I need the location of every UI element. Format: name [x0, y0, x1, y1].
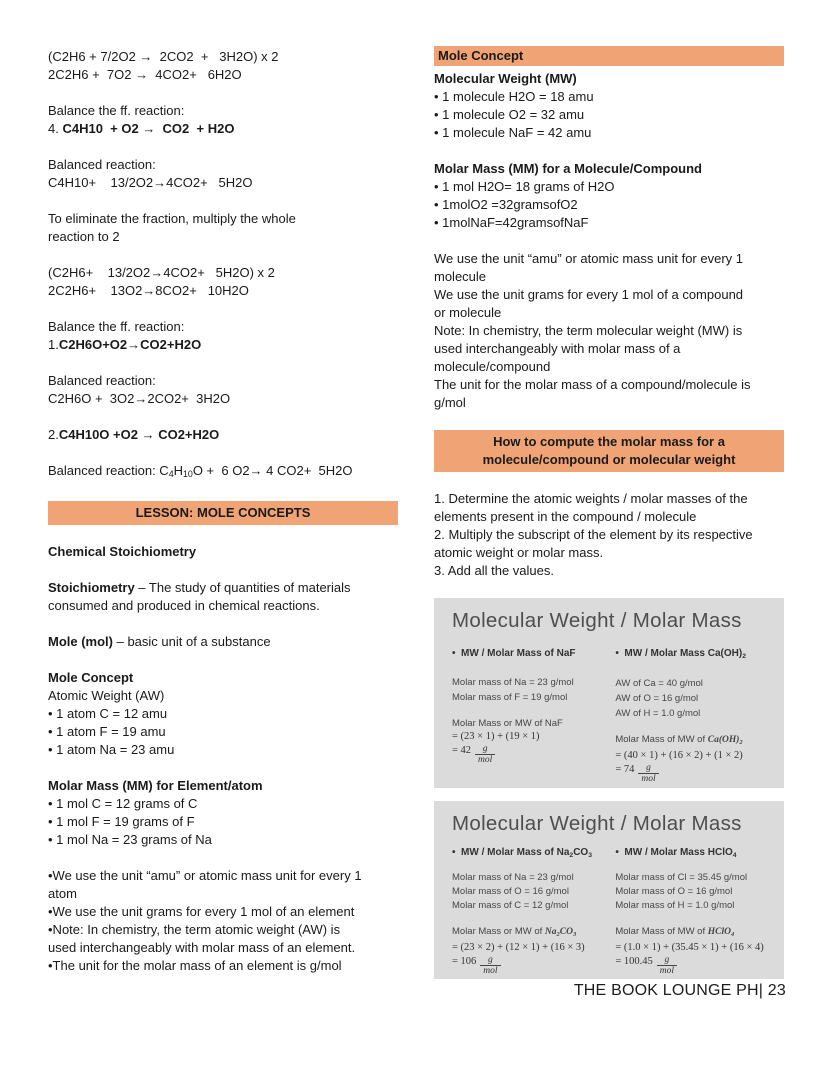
- calc-result: [452, 955, 615, 977]
- text-segment: C4H10 + O2 → CO2 + H2O: [62, 121, 235, 136]
- text-line: [434, 268, 784, 286]
- paragraph: [48, 210, 398, 246]
- text-segment: 4: [732, 852, 737, 859]
- slide-column: [615, 835, 768, 977]
- text-line: [48, 795, 398, 813]
- text-segment: • MW / Molar Mass HClO: [615, 847, 733, 858]
- text-segment: molecule: [434, 269, 487, 284]
- slide-columns: [450, 835, 768, 977]
- given-line: Molar mass of Na = 23 g/mol: [452, 872, 574, 883]
- paragraph: [48, 633, 398, 651]
- paragraph: [48, 867, 398, 975]
- text-segment: Mole Concept: [438, 48, 524, 63]
- calc-label: [452, 925, 615, 941]
- text-segment: •We use the unit “amu” or atomic mass unit for every 1: [48, 868, 362, 883]
- text-segment: • 1 molecule O2 = 32 amu: [434, 107, 585, 122]
- fraction-denominator: mol: [657, 965, 677, 977]
- text-line: [434, 376, 784, 394]
- fraction: [657, 955, 677, 977]
- text-line: [48, 264, 398, 282]
- text-line: [48, 831, 398, 849]
- text-line: [48, 885, 398, 903]
- text-segment: (C2H6+ 13/2O2→4CO2+ 5H2O) x 2: [48, 265, 275, 280]
- given-line: Molar mass of H = 1.0 g/mol: [615, 900, 735, 911]
- text-segment: Molar Mass or MW of NaF: [452, 718, 563, 729]
- fraction-denominator: mol: [475, 754, 495, 766]
- text-segment: 2: [569, 852, 574, 859]
- text-segment: 2. Multiply the subscript of the element by its respective: [434, 527, 753, 542]
- text-line: [434, 250, 784, 268]
- text-line: [434, 394, 784, 412]
- section-header-bar: [434, 430, 784, 472]
- paragraph: [48, 102, 398, 138]
- text-segment: •We use the unit grams for every 1 mol of an element: [48, 904, 355, 919]
- text-line: [48, 462, 398, 483]
- text-line: [434, 526, 784, 544]
- fraction: [480, 955, 500, 977]
- slide-column: [450, 632, 615, 785]
- text-segment: 3. Add all the values.: [434, 563, 554, 578]
- bullet-heading: [452, 847, 615, 859]
- text-segment: • 1 mol Na = 23 grams of Na: [48, 832, 212, 847]
- paragraph: [48, 48, 398, 84]
- text-line: [48, 336, 398, 354]
- text-segment: Molar Mass (MM) for a Molecule/Compound: [434, 161, 702, 176]
- text-line: [434, 214, 784, 232]
- text-segment: C4H10+ 13/2O2→4CO2+ 5H2O: [48, 175, 253, 190]
- text-segment: How to compute the molar mass for a: [493, 434, 725, 449]
- text-line: [48, 633, 398, 651]
- calc-result: [615, 955, 768, 977]
- text-line: [48, 669, 398, 687]
- footer-text: THE BOOK LOUNGE PH| 23: [573, 982, 786, 999]
- text-segment: The unit for the molar mass of a compound/molecule is: [434, 377, 751, 392]
- text-segment: • 1 mol H2O= 18 grams of H2O: [434, 179, 615, 194]
- text-segment: 1. Determine the atomic weights / molar masses of the: [434, 491, 748, 506]
- text-segment: Note: In chemistry, the term molecular weight (MW) is: [434, 323, 743, 338]
- text-segment: 3: [572, 931, 577, 938]
- text-segment: 2: [739, 739, 743, 746]
- text-line: [434, 106, 784, 124]
- text-line: [48, 921, 398, 939]
- right-column: [434, 46, 784, 979]
- given-line: Molar mass of F = 19 g/mol: [452, 692, 568, 703]
- text-line: [434, 178, 784, 196]
- text-segment: molecule/compound: [434, 359, 551, 374]
- slide-column: [450, 835, 615, 977]
- paragraph: [434, 70, 784, 142]
- text-segment: •Note: In chemistry, the term atomic weight (AW) is: [48, 922, 341, 937]
- text-segment: 2: [556, 931, 560, 938]
- text-segment: •The unit for the molar mass of an element is g/mol: [48, 958, 342, 973]
- text-segment: • 1molO2 =32gramsofO2: [434, 197, 578, 212]
- slide-box: [434, 801, 784, 979]
- text-line: [48, 102, 398, 120]
- text-line: [434, 562, 784, 580]
- text-segment: LESSON: MOLE CONCEPTS: [135, 505, 311, 520]
- text-segment: • 1 mol F = 19 grams of F: [48, 814, 195, 829]
- given-line: Molar mass of C = 12 g/mol: [452, 900, 569, 911]
- text-segment: Molar Mass or MW of: [452, 926, 545, 937]
- fraction-denominator: mol: [480, 965, 500, 977]
- text-segment: Molar Mass of MW of: [615, 734, 708, 745]
- text-line: [434, 70, 784, 88]
- text-segment: C4H10O +O2 → CO2+H2O: [58, 427, 220, 442]
- bullet-heading: [615, 648, 768, 660]
- text-segment: CO: [573, 847, 589, 858]
- text-line: [48, 705, 398, 723]
- text-segment: consumed and produced in chemical reactions.: [48, 598, 320, 613]
- text-segment: • 1 atom Na = 23 amu: [48, 742, 175, 757]
- text-line: [48, 723, 398, 741]
- text-segment: We use the unit grams for every 1 mol of a compound: [434, 287, 744, 302]
- text-line: [434, 322, 784, 340]
- text-line: [48, 48, 398, 66]
- fraction-numerator: g: [482, 744, 488, 754]
- header-line: [438, 451, 780, 469]
- text-segment: Molar Mass (MM) for Element/atom: [48, 778, 263, 793]
- given-line: Molar mass of O = 16 g/mol: [452, 886, 569, 897]
- text-segment: Atomic Weight (AW): [48, 688, 165, 703]
- text-segment: • 1 molecule H2O = 18 amu: [434, 89, 594, 104]
- paragraph: [48, 669, 398, 759]
- given-line: AW of Ca = 40 g/mol: [615, 678, 703, 689]
- text-segment: Balanced reaction: C: [48, 463, 169, 478]
- left-column: [48, 48, 398, 993]
- text-segment: 2: [742, 653, 746, 660]
- text-segment: 1.: [48, 337, 59, 352]
- text-segment: • MW / Molar Mass of NaF: [452, 648, 576, 659]
- slide-box: [434, 598, 784, 788]
- calc-result: [615, 763, 768, 785]
- text-line: [434, 286, 784, 304]
- text-line: [48, 957, 398, 975]
- text-segment: 4: [168, 469, 174, 479]
- fraction-numerator: g: [664, 955, 670, 965]
- text-segment: used interchangeably with molar mass of an element.: [48, 940, 356, 955]
- text-segment: (C2H6 + 7/2O2 → 2CO2 + 3H2O) x 2: [48, 49, 279, 64]
- paragraph: [48, 543, 398, 561]
- paragraph: [434, 160, 784, 232]
- text-line: [48, 813, 398, 831]
- text-segment: 10: [183, 469, 193, 479]
- text-line: [48, 543, 398, 561]
- text-segment: Stoichiometry: [48, 580, 135, 595]
- fraction-denominator: mol: [638, 773, 658, 785]
- given-line: AW of H = 1.0 g/mol: [615, 708, 701, 719]
- text-line: [434, 124, 784, 142]
- text-segment: – The study of quantities of materials: [134, 580, 351, 595]
- calc-equation: = (40 × 1) + (16 × 2) + (1 × 2): [615, 750, 743, 761]
- text-line: [434, 358, 784, 376]
- text-line: [48, 579, 398, 597]
- text-line: [48, 939, 398, 957]
- text-segment: 4: [730, 931, 735, 938]
- text-segment: Balance the ff. reaction:: [48, 103, 185, 118]
- text-segment: Mole (mol): [48, 634, 113, 649]
- text-segment: Ca(OH): [707, 735, 740, 745]
- calc-label: [615, 925, 768, 941]
- text-segment: 2C2H6+ 13O2→8CO2+ 10H2O: [48, 283, 249, 298]
- given-line: Molar mass of O = 16 g/mol: [615, 886, 733, 897]
- paragraph: [48, 579, 398, 615]
- result-value: = 42: [452, 745, 472, 756]
- text-segment: O + 6 O2→ 4 CO2+ 5H2O: [192, 463, 353, 478]
- text-line: [48, 597, 398, 615]
- text-segment: atomic weight or molar mass.: [434, 545, 604, 560]
- text-line: [48, 372, 398, 390]
- calc-equation: = (23 × 1) + (19 × 1): [452, 731, 540, 742]
- text-line: [48, 174, 398, 192]
- given-line: Molar mass of Cl = 35.45 g/mol: [615, 872, 748, 883]
- header-line: [52, 504, 394, 522]
- paragraph: [48, 426, 398, 444]
- text-segment: elements present in the compound / molecule: [434, 509, 697, 524]
- slide-columns: [450, 632, 768, 785]
- slide-title: Molecular Weight / Molar Mass: [452, 812, 742, 835]
- result-value: = 74: [615, 764, 635, 775]
- text-segment: reaction to 2: [48, 229, 120, 244]
- paragraph: [48, 156, 398, 192]
- slide-column: [615, 632, 768, 785]
- text-segment: 4.: [48, 121, 63, 136]
- calc-label: [615, 733, 768, 749]
- text-segment: Molecular Weight (MW): [434, 71, 577, 86]
- text-line: [48, 66, 398, 84]
- calc-equation: = (1.0 × 1) + (35.45 × 1) + (16 × 4): [615, 942, 764, 953]
- text-line: [434, 88, 784, 106]
- paragraph: [48, 372, 398, 408]
- text-line: [48, 777, 398, 795]
- header-line: [438, 47, 780, 65]
- text-segment: H: [173, 463, 183, 478]
- fraction: [475, 744, 495, 766]
- text-segment: 2C2H6 + 7O2 → 4CO2+ 6H2O: [48, 67, 242, 82]
- paragraph: [48, 264, 398, 300]
- text-segment: or molecule: [434, 305, 502, 320]
- text-line: [48, 120, 398, 138]
- calc-label: [452, 717, 615, 730]
- text-line: [434, 490, 784, 508]
- text-segment: • MW / Molar Mass Ca(OH): [615, 648, 743, 659]
- given-line: Molar mass of Na = 23 g/mol: [452, 677, 574, 688]
- text-segment: Molar Mass of MW of: [615, 926, 708, 937]
- text-line: [434, 304, 784, 322]
- result-value: = 106: [452, 956, 477, 967]
- paragraph: [48, 462, 398, 483]
- text-line: [48, 687, 398, 705]
- text-segment: • MW / Molar Mass of Na: [452, 847, 570, 858]
- text-segment: Na: [544, 927, 557, 937]
- paragraph: [434, 490, 784, 580]
- text-segment: Balance the ff. reaction:: [48, 319, 185, 334]
- text-segment: molecule/compound or molecular weight: [482, 452, 736, 467]
- text-segment: g/mol: [434, 395, 466, 410]
- text-segment: • 1 atom F = 19 amu: [48, 724, 166, 739]
- text-line: [434, 340, 784, 358]
- paragraph: [48, 318, 398, 354]
- fraction-numerator: g: [646, 763, 651, 773]
- text-segment: Balanced reaction:: [48, 373, 156, 388]
- text-segment: We use the unit “amu” or atomic mass unit for every 1: [434, 251, 743, 266]
- text-segment: 3: [588, 852, 592, 859]
- text-segment: • 1molNaF=42gramsofNaF: [434, 215, 589, 230]
- text-line: [48, 390, 398, 408]
- given-line: AW of O = 16 g/mol: [615, 693, 699, 704]
- text-segment: C2H6O+O2→CO2+H2O: [58, 337, 202, 352]
- text-segment: atom: [48, 886, 77, 901]
- text-line: [48, 210, 398, 228]
- paragraph: [48, 777, 398, 849]
- text-line: [48, 426, 398, 444]
- bullet-heading: [452, 648, 615, 659]
- fraction: [638, 763, 658, 785]
- calc-equation: = (23 × 2) + (12 × 1) + (16 × 3): [452, 942, 585, 953]
- text-segment: CO: [559, 927, 573, 937]
- text-line: [48, 903, 398, 921]
- text-segment: used interchangeably with molar mass of a: [434, 341, 681, 356]
- bullet-heading: [615, 847, 768, 859]
- text-segment: Mole Concept: [48, 670, 134, 685]
- text-segment: – basic unit of a substance: [113, 634, 271, 649]
- text-segment: Balanced reaction:: [48, 157, 156, 172]
- text-line: [434, 196, 784, 214]
- text-segment: 2.: [48, 427, 59, 442]
- text-segment: Chemical Stoichiometry: [48, 544, 197, 559]
- text-line: [48, 282, 398, 300]
- header-line: [438, 433, 780, 451]
- text-line: [48, 741, 398, 759]
- fraction-numerator: g: [488, 955, 493, 965]
- text-line: [48, 318, 398, 336]
- text-line: [48, 228, 398, 246]
- text-line: [434, 508, 784, 526]
- text-segment: HClO: [707, 927, 731, 937]
- text-segment: C2H6O + 3O2→2CO2+ 3H2O: [48, 391, 231, 406]
- paragraph: [434, 250, 784, 412]
- section-header-bar: [48, 501, 398, 525]
- text-segment: • 1 mol C = 12 grams of C: [48, 796, 198, 811]
- text-line: [48, 156, 398, 174]
- text-line: [434, 544, 784, 562]
- text-line: [434, 160, 784, 178]
- text-line: [48, 867, 398, 885]
- slide-title: Molecular Weight / Molar Mass: [452, 609, 742, 632]
- result-value: = 100.45: [615, 956, 653, 967]
- calc-result: [452, 744, 615, 766]
- text-segment: • 1 molecule NaF = 42 amu: [434, 125, 592, 140]
- text-segment: To eliminate the fraction, multiply the whole: [48, 211, 296, 226]
- section-header-bar: [434, 46, 784, 66]
- text-segment: • 1 atom C = 12 amu: [48, 706, 168, 721]
- page-footer: [574, 982, 786, 1000]
